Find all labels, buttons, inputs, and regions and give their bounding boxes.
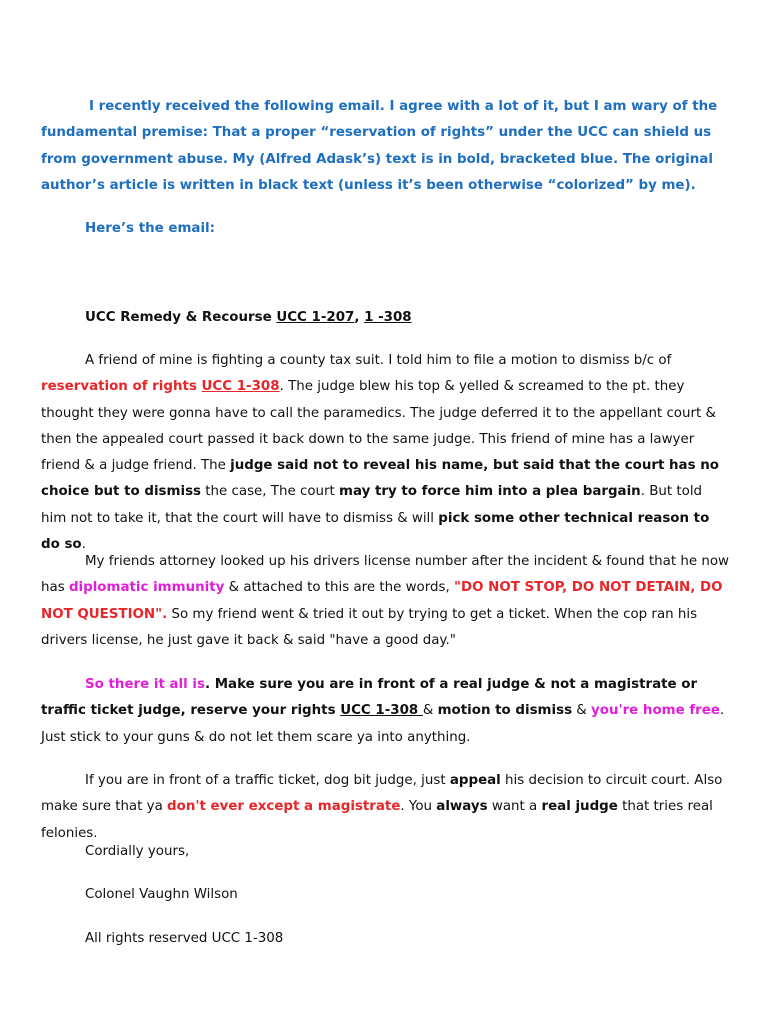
bold-run: always bbox=[436, 799, 488, 815]
highlight-magenta: So there it all is bbox=[85, 677, 205, 692]
text-run: A friend of mine is fighting a county tax suit. I told him to file a motion to dismiss b/c of bbox=[85, 353, 672, 368]
bold-run: pick some other technical reason to do so bbox=[41, 510, 710, 553]
text-run: that tries real felonies. bbox=[41, 799, 713, 841]
text-run: want a bbox=[487, 799, 542, 815]
bold-run: judge said not to reveal his name, but said that the court has no choice but to dismiss bbox=[41, 458, 719, 500]
body-paragraph-4 bbox=[41, 768, 731, 847]
text-run: If you are in front of a traffic ticket, dog bit judge, just bbox=[85, 773, 450, 788]
bold-run: real judge bbox=[541, 799, 618, 815]
text-run: & bbox=[422, 703, 438, 719]
highlight-magenta: diplomatic immunity bbox=[68, 580, 225, 596]
text-run: . The judge blew his top & yelled & screamed to the pt. they thought they were gonna have to call the paramedics. The judge deferred it to the appellant court & then the appealed court passed it back down to the same judge. This friend of mine has a lawyer friend & a judge friend. The bbox=[41, 379, 716, 474]
highlight-red: "DO NOT STOP, DO NOT DETAIN, DO NOT QUESTION". bbox=[41, 580, 723, 622]
bold-run: motion to dismiss bbox=[437, 703, 573, 719]
intro-email-line: Here’s the email: bbox=[85, 221, 215, 236]
text-run: . You bbox=[400, 799, 437, 815]
signature-name: Colonel Vaughn Wilson bbox=[85, 887, 238, 902]
highlight-red: reservation of rights bbox=[41, 379, 202, 395]
text-run: So my friend went & tried it out by trying to get a ticket. When the cop ran his drivers license, he just gave it back & said "have a good day." bbox=[41, 606, 698, 648]
heading-text: UCC Remedy & Recourse bbox=[85, 310, 277, 325]
article-heading bbox=[41, 305, 731, 331]
heading-separator: , bbox=[354, 310, 365, 325]
body-paragraph-2 bbox=[41, 549, 731, 654]
highlight-magenta: you're home free bbox=[591, 703, 720, 719]
bold-run: . Make sure you are in front of a real judge & not a magistrate or traffic ticket judge, reserve your rights bbox=[41, 677, 698, 719]
link-ucc-1-308[interactable]: UCC 1-308 bbox=[340, 703, 423, 719]
bold-run: may try to force him into a plea bargain bbox=[339, 484, 641, 500]
heading-link-ucc-1-207[interactable]: UCC 1-207 bbox=[276, 310, 355, 325]
text-run: & bbox=[572, 703, 592, 719]
text-run: . Just stick to your guns & do not let them scare ya into anything. bbox=[41, 703, 725, 745]
highlight-red: don't ever except a magistrate bbox=[167, 799, 401, 815]
rights-reserved-line: All rights reserved UCC 1-308 bbox=[85, 931, 284, 946]
text-run: his decision to circuit court. Also make sure that ya bbox=[41, 773, 723, 815]
closing-salutation: Cordially yours, bbox=[85, 844, 190, 859]
text-run: the case, The court bbox=[201, 484, 340, 500]
link-ucc-1-308[interactable]: UCC 1-308 bbox=[201, 379, 280, 395]
text-run: . bbox=[81, 537, 86, 553]
text-run: . But told him not to take it, that the court will have to dismiss & will bbox=[41, 484, 703, 526]
bold-run: appeal bbox=[449, 773, 501, 788]
body-paragraph-1 bbox=[41, 348, 731, 558]
heading-link-ucc-1-308[interactable]: 1 -308 bbox=[364, 310, 412, 325]
text-run: & attached to this are the words, bbox=[224, 580, 455, 596]
body-paragraph-3 bbox=[41, 672, 731, 751]
text-run: My friends attorney looked up his drivers license number after the incident & found that he now has bbox=[41, 554, 729, 596]
intro-paragraph: I recently received the following email. I agree with a lot of it, but I am wary of the fundamental premise: That a proper “reservation of rights” under the UCC can shield us from government abuse. My (Alfred Adask’s) text is in bold, bracketed blue. The original author’s article is written in black text (unless it’s been otherwise “colorized” by me). bbox=[41, 99, 718, 193]
